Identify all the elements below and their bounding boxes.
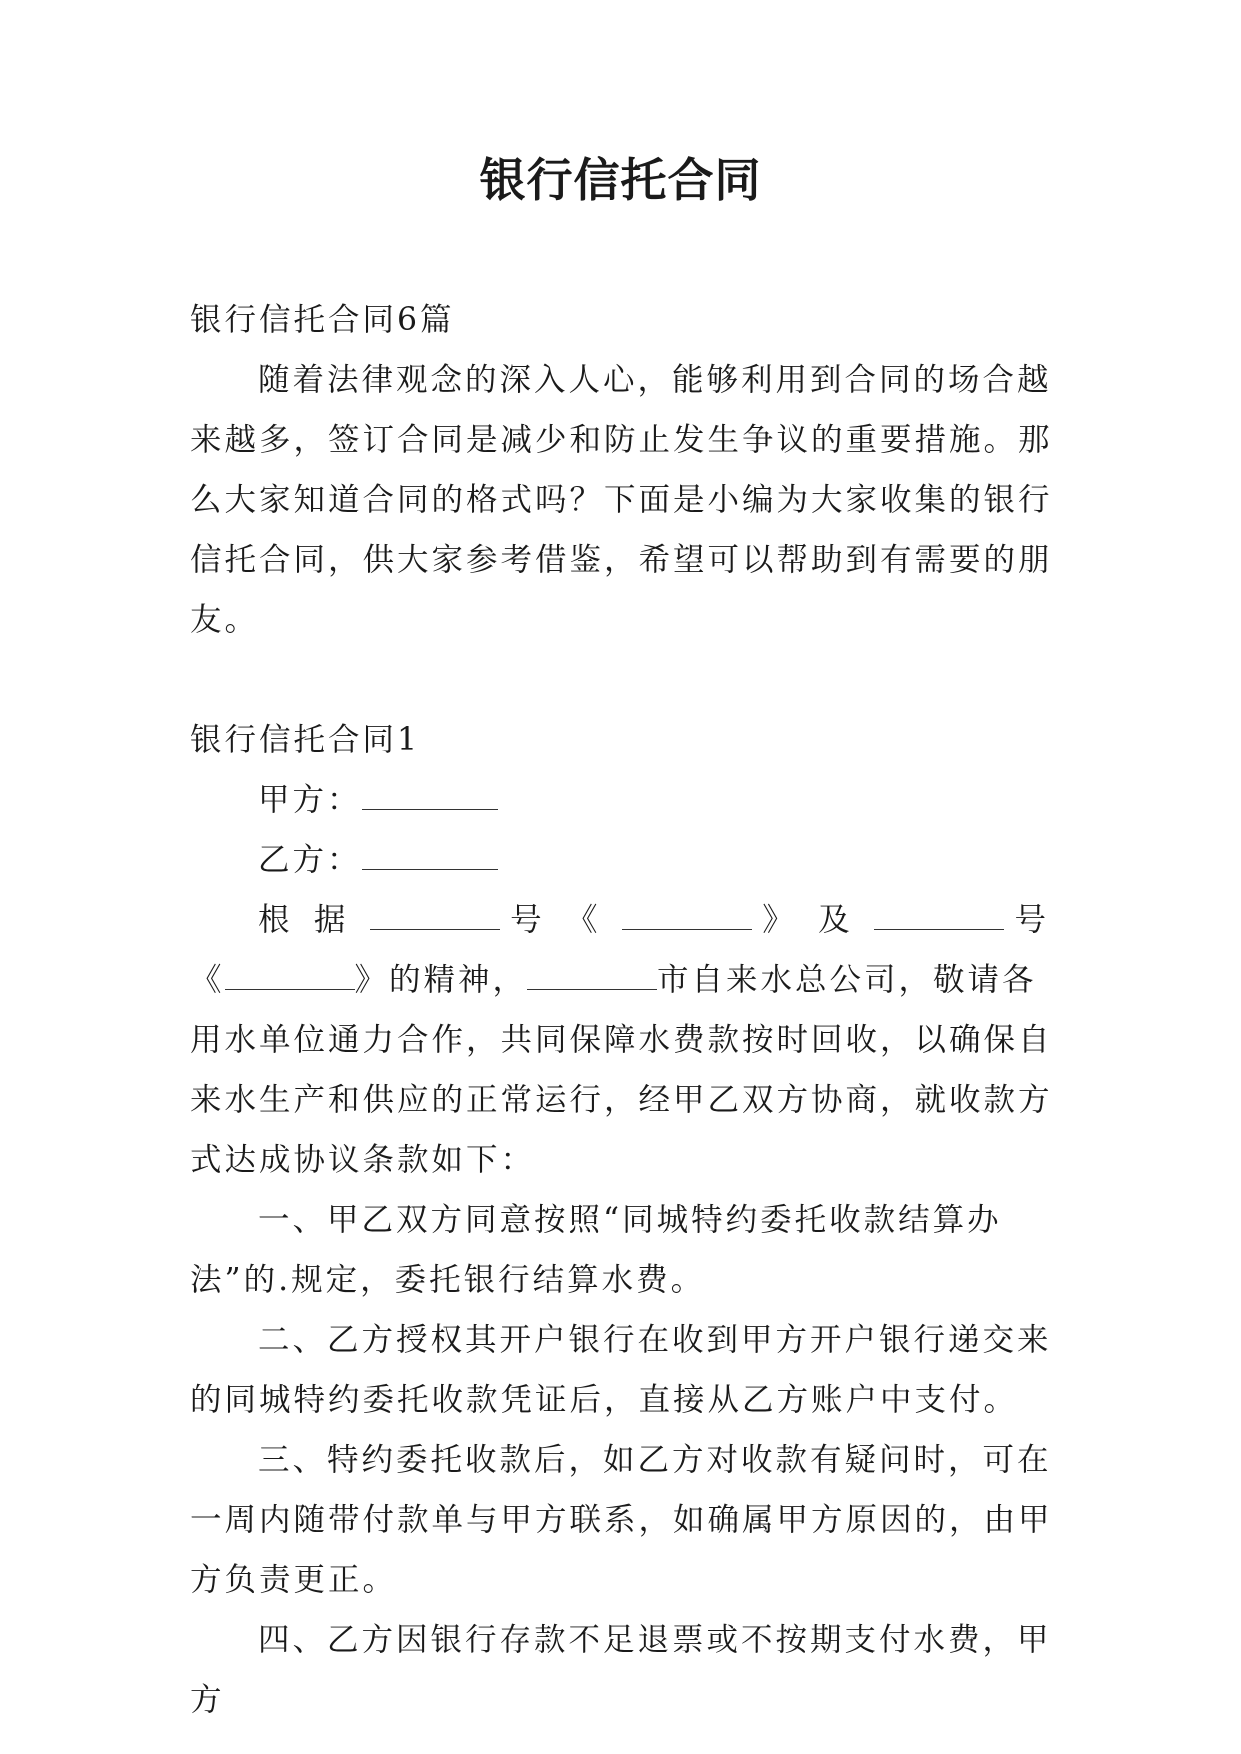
party-a-blank	[362, 783, 498, 810]
party-b-blank	[362, 843, 498, 870]
basis-blank-3	[874, 903, 1004, 930]
clause-1: 一、甲乙双方同意按照“同城特约委托收款结算办法”的.规定，委托银行结算水费。	[190, 1202, 1002, 1298]
basis-line-1	[190, 890, 1060, 950]
party-b-line	[190, 830, 1060, 890]
basis-text-4: 号	[1004, 902, 1060, 938]
party-a-label: 甲方：	[258, 782, 362, 818]
basis-blank-1	[370, 903, 500, 930]
document-title: 银行信托合同	[479, 153, 762, 207]
basis-blank-2	[622, 903, 752, 930]
basis-text-3: 》及	[751, 902, 875, 938]
basis-paragraph	[190, 950, 1060, 1190]
clause-4: 四、乙方因银行存款不足退票或不按期支付水费，甲方	[190, 1622, 1052, 1718]
basis-blank-4	[225, 963, 355, 990]
basis-blank-5	[527, 963, 657, 990]
intro-paragraph: 随着法律观念的深入人心，能够利用到合同的场合越来越多，签订合同是减少和防止发生争议的重要措施。那么大家知道合同的格式吗？下面是小编为大家收集的银行信托合同，供大家参考借鉴，希望可以帮助到有需要的朋友。	[190, 362, 1053, 638]
basis-text-1: 根据	[258, 902, 370, 938]
basis-text-2: 号《	[499, 902, 622, 938]
basis-text-7: 市自来水总公司，敬请各用水单位通力合作，共同保障水费款按时回收，以确保自来水生产和供应的正常运行，经甲乙双方协商，就收款方式达成协议条款如下：	[190, 962, 1053, 1178]
party-b-label: 乙方：	[258, 842, 362, 878]
basis-text-5: 《	[190, 962, 225, 998]
section-gap	[190, 650, 1060, 710]
party-a-line	[190, 770, 1060, 830]
clause-2: 二、乙方授权其开户银行在收到甲方开户银行递交来的同城特约委托收款凭证后，直接从乙方账户中支付。	[190, 1322, 1052, 1418]
basis-text-6: 》的精神，	[354, 962, 528, 998]
document-body	[190, 290, 1060, 1730]
intro-heading: 银行信托合同6篇	[190, 302, 455, 338]
clause-3: 三、特约委托收款后，如乙方对收款有疑问时，可在一周内随带付款单与甲方联系，如确属甲方原因的，由甲方负责更正。	[190, 1442, 1053, 1598]
contract-1-heading: 银行信托合同1	[190, 722, 421, 758]
